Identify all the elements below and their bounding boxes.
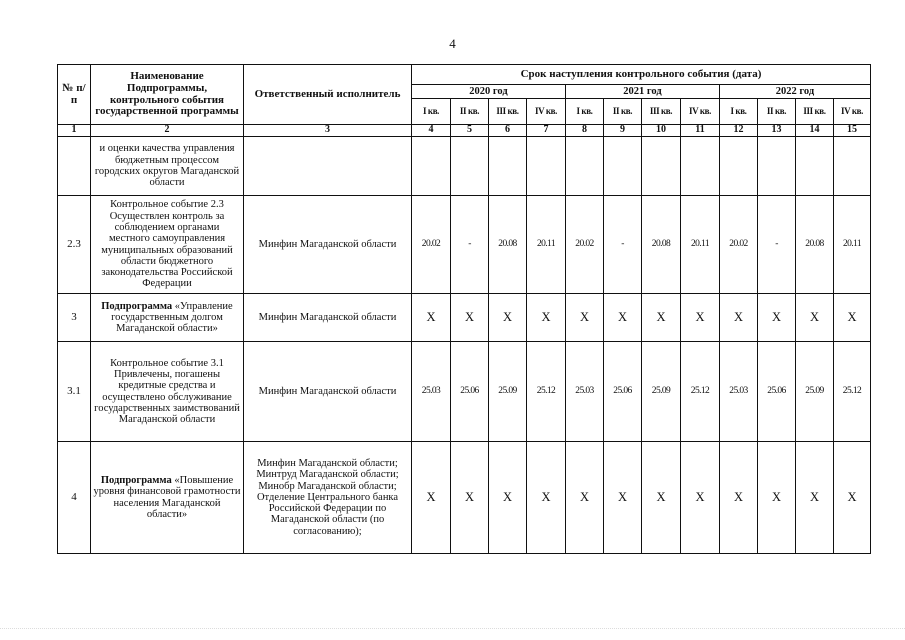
deadline-cell (489, 137, 527, 196)
executor: Минфин Магаданской области (244, 294, 412, 342)
column-number: 1 (58, 125, 91, 137)
deadline-cell: Х (834, 442, 871, 554)
column-number: 4 (412, 125, 451, 137)
deadline-cell (527, 137, 566, 196)
deadline-cell: 20.08 (796, 196, 834, 294)
deadline-cell: Х (758, 442, 796, 554)
deadline-cell: 25.09 (642, 342, 681, 442)
deadline-cell: 25.12 (834, 342, 871, 442)
deadline-cell (604, 137, 642, 196)
deadline-cell (720, 137, 758, 196)
deadline-cell: 20.02 (412, 196, 451, 294)
deadline-cell: - (604, 196, 642, 294)
deadline-cell: Х (796, 442, 834, 554)
event-name-text: и оценки качества управления бюджетным процессом городских округов Магаданской области (94, 143, 240, 189)
deadline-cell: Х (566, 442, 604, 554)
column-number: 14 (796, 125, 834, 137)
deadline-cell: Х (681, 442, 720, 554)
column-number: 11 (681, 125, 720, 137)
header-quarter: II кв. (451, 99, 489, 125)
column-number: 9 (604, 125, 642, 137)
row-number: 3 (58, 294, 91, 342)
deadline-cell (796, 137, 834, 196)
event-name: Контрольное событие 3.1 Привлечены, погашены кредитные средства и осуществлено обслуживание государственных заимствований Магаданской области (91, 342, 244, 442)
deadline-cell (834, 137, 871, 196)
table-row (58, 137, 871, 196)
row-number: 4 (58, 442, 91, 554)
header-year: 2021 год (566, 85, 720, 99)
control-events-table (57, 64, 871, 554)
subprogram-label: Подпрограмма (101, 300, 173, 312)
deadline-cell: Х (720, 294, 758, 342)
header-num: № п/п (58, 65, 91, 125)
header-quarter: II кв. (758, 99, 796, 125)
event-name-text: «Управление государственным долгом Магаданской области» (111, 300, 233, 335)
column-number: 15 (834, 125, 871, 137)
header-year: 2020 год (412, 85, 566, 99)
deadline-cell: Х (681, 294, 720, 342)
column-number: 12 (720, 125, 758, 137)
table-row (58, 342, 871, 442)
deadline-cell: 20.02 (720, 196, 758, 294)
executor: Минфин Магаданской области (244, 196, 412, 294)
event-name (91, 442, 244, 554)
deadline-cell: 25.12 (681, 342, 720, 442)
header-year: 2022 год (720, 85, 871, 99)
deadline-cell: 25.06 (451, 342, 489, 442)
deadline-cell: Х (604, 294, 642, 342)
deadline-cell: 25.06 (758, 342, 796, 442)
row-number: 2.3 (58, 196, 91, 294)
header-quarter: I кв. (720, 99, 758, 125)
deadline-cell: 20.11 (681, 196, 720, 294)
table-row (58, 196, 871, 294)
deadline-cell: 20.02 (566, 196, 604, 294)
header-executor: Ответственный исполнитель (244, 65, 412, 125)
deadline-cell: Х (796, 294, 834, 342)
subprogram-label: Подпрограмма (100, 474, 172, 486)
header-deadline: Срок наступления контрольного события (дата) (412, 65, 871, 85)
deadline-cell (758, 137, 796, 196)
header-quarter: I кв. (566, 99, 604, 125)
deadline-cell: Х (604, 442, 642, 554)
deadline-cell (566, 137, 604, 196)
deadline-cell: Х (451, 294, 489, 342)
deadline-cell: Х (758, 294, 796, 342)
header-quarter: IV кв. (527, 99, 566, 125)
header-quarter: IV кв. (681, 99, 720, 125)
table-row (58, 442, 871, 554)
scan-artifact-line (0, 628, 905, 633)
deadline-cell: 20.11 (834, 196, 871, 294)
header-quarter: IV кв. (834, 99, 871, 125)
deadline-cell: 20.11 (527, 196, 566, 294)
deadline-cell (412, 137, 451, 196)
deadline-cell: Х (642, 442, 681, 554)
column-number: 5 (451, 125, 489, 137)
deadline-cell: Х (566, 294, 604, 342)
table-row (58, 294, 871, 342)
event-name: Контрольное событие 2.3 Осуществлен контроль за соблюдением органами местного самоуправления муниципальных образований области бюджетного законодательства Российской Федерации (91, 196, 244, 294)
column-number: 8 (566, 125, 604, 137)
header-quarter: I кв. (412, 99, 451, 125)
column-number: 7 (527, 125, 566, 137)
event-name (91, 137, 244, 196)
deadline-cell (681, 137, 720, 196)
event-name (91, 294, 244, 342)
deadline-cell: 25.03 (566, 342, 604, 442)
deadline-cell: 25.03 (412, 342, 451, 442)
deadline-cell: 25.09 (796, 342, 834, 442)
event-name-text: «Повышение уровня финансовой грамотности населения Магаданской области» (93, 474, 241, 520)
row-number: 3.1 (58, 342, 91, 442)
deadline-cell: Х (720, 442, 758, 554)
deadline-cell: 25.12 (527, 342, 566, 442)
deadline-cell: 25.03 (720, 342, 758, 442)
deadline-cell: Х (451, 442, 489, 554)
executor (244, 137, 412, 196)
deadline-cell (642, 137, 681, 196)
column-number: 10 (642, 125, 681, 137)
header-quarter: II кв. (604, 99, 642, 125)
deadline-cell: - (758, 196, 796, 294)
deadline-cell: 25.06 (604, 342, 642, 442)
deadline-cell: Х (527, 294, 566, 342)
executor: Минфин Магаданской области; Минтруд Магаданской области; Минобр Магаданской области; Отделение Центрального банка Российской Федерации по Магаданской области (по согласованию); (244, 442, 412, 554)
deadline-cell (451, 137, 489, 196)
deadline-cell: Х (412, 294, 451, 342)
row-number (58, 137, 91, 196)
deadline-cell: 20.08 (642, 196, 681, 294)
deadline-cell: Х (834, 294, 871, 342)
page-number: 4 (449, 36, 456, 51)
header-quarter: III кв. (642, 99, 681, 125)
header-row-1 (58, 65, 871, 85)
header-row-numbers (58, 125, 871, 137)
column-number: 13 (758, 125, 796, 137)
column-number: 2 (91, 125, 244, 137)
header-quarter: III кв. (796, 99, 834, 125)
deadline-cell: Х (489, 294, 527, 342)
header-quarter: III кв. (489, 99, 527, 125)
deadline-cell: Х (642, 294, 681, 342)
deadline-cell: - (451, 196, 489, 294)
header-name: Наименование Подпрограммы, контрольного события государственной программы (91, 65, 244, 125)
executor: Минфин Магаданской области (244, 342, 412, 442)
deadline-cell: 20.08 (489, 196, 527, 294)
column-number: 6 (489, 125, 527, 137)
deadline-cell: 25.09 (489, 342, 527, 442)
deadline-cell: Х (489, 442, 527, 554)
deadline-cell: Х (527, 442, 566, 554)
deadline-cell: Х (412, 442, 451, 554)
column-number: 3 (244, 125, 412, 137)
